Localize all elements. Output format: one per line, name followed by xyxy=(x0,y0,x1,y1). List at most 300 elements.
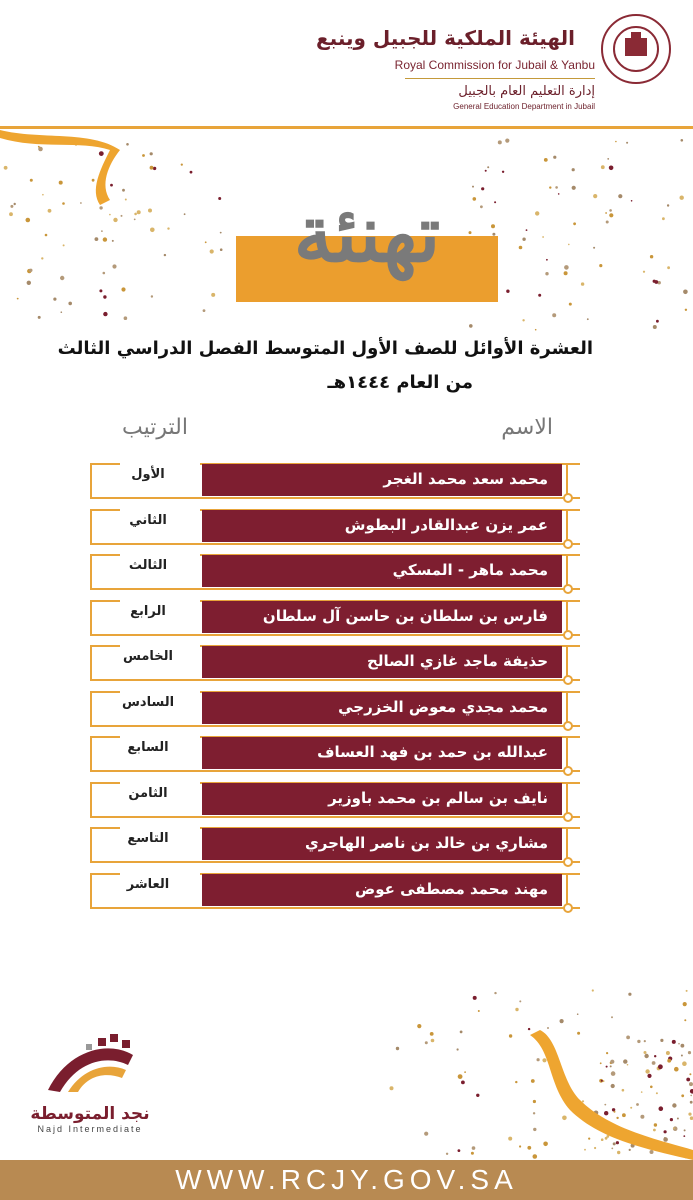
confetti-dot xyxy=(572,168,575,171)
row-frame xyxy=(90,770,580,772)
student-name: محمد ماهر - المسكي xyxy=(202,555,562,587)
confetti-dot xyxy=(606,1052,608,1054)
confetti-dot xyxy=(99,289,102,292)
confetti-dot xyxy=(673,1126,678,1131)
row-frame xyxy=(90,736,120,738)
confetti-dot xyxy=(678,1043,680,1045)
confetti-dot xyxy=(577,1032,580,1035)
confetti-dot xyxy=(686,990,688,992)
student-name: مشاري بن خالد بن ناصر الهاجري xyxy=(202,828,562,860)
student-name: فارس بن سلطان بن حاسن آل سلطان xyxy=(202,601,562,633)
confetti-dot xyxy=(515,1081,517,1083)
confetti-dot xyxy=(601,165,605,169)
confetti-dot xyxy=(478,1010,480,1012)
confetti-dot xyxy=(627,1064,629,1066)
confetti-dot xyxy=(134,219,136,221)
confetti-dot xyxy=(685,1156,687,1158)
student-row xyxy=(90,600,580,642)
confetti-dot xyxy=(682,1061,687,1066)
confetti-dot xyxy=(218,197,221,200)
confetti-dot xyxy=(547,1027,549,1029)
confetti-dot xyxy=(473,996,477,1000)
school-name-ar: نجد المتوسطة xyxy=(30,1104,150,1124)
confetti-dot xyxy=(126,143,129,146)
confetti-dot xyxy=(649,1140,651,1142)
row-frame xyxy=(90,554,92,588)
confetti-dot xyxy=(112,148,114,150)
confetti-dot xyxy=(681,139,684,142)
confetti-dot xyxy=(653,280,656,283)
confetti-dot xyxy=(533,1128,536,1131)
confetti-dot xyxy=(606,221,609,224)
confetti-dot xyxy=(498,140,502,144)
confetti-dot xyxy=(112,264,116,268)
confetti-dot xyxy=(640,1115,644,1119)
confetti-dot xyxy=(581,282,584,285)
confetti-dot xyxy=(686,1078,690,1082)
confetti-dot xyxy=(134,213,137,216)
confetti-dot xyxy=(552,313,556,317)
dept-name-en: General Education Department in Jubail xyxy=(453,102,595,111)
student-name: نايف بن سالم بن محمد باوزير xyxy=(202,783,562,815)
row-frame xyxy=(566,736,568,770)
confetti-dot xyxy=(652,1061,656,1065)
confetti-dot xyxy=(38,146,40,148)
confetti-dot xyxy=(446,1153,448,1155)
confetti-dot xyxy=(584,1149,586,1151)
confetti-dot xyxy=(542,1058,546,1062)
confetti-dot xyxy=(626,1036,630,1040)
confetti-dot xyxy=(142,154,145,157)
row-dot xyxy=(563,857,573,867)
confetti-dot xyxy=(664,1130,667,1133)
student-rank: التاسع xyxy=(127,831,169,846)
confetti-dot xyxy=(29,269,32,272)
confetti-dot xyxy=(658,281,661,284)
confetti-dot xyxy=(600,1062,602,1064)
confetti-dot xyxy=(663,1137,668,1142)
student-name: محمد سعد محمد الغجر xyxy=(202,464,562,496)
row-frame xyxy=(90,827,92,861)
confetti-dot xyxy=(616,1117,618,1119)
confetti-dot xyxy=(643,271,645,273)
row-dot xyxy=(563,630,573,640)
confetti-dot xyxy=(611,1084,615,1088)
confetti-dot xyxy=(544,158,548,162)
confetti-dot xyxy=(543,1142,548,1147)
row-frame xyxy=(566,827,568,861)
row-dot xyxy=(563,675,573,685)
congrats-calligraphy: تهنئة xyxy=(293,189,441,280)
confetti-dot xyxy=(681,1094,684,1097)
student-row xyxy=(90,509,580,551)
confetti-dot xyxy=(125,199,127,201)
confetti-dot xyxy=(611,1148,613,1150)
confetti-dot xyxy=(122,189,125,192)
confetti-dot xyxy=(667,204,669,206)
row-dot xyxy=(563,903,573,913)
confetti-dot xyxy=(522,238,525,241)
confetti-dot xyxy=(203,309,206,312)
confetti-dot xyxy=(662,217,665,220)
confetti-dot xyxy=(531,1079,535,1083)
confetti-dot xyxy=(103,272,106,275)
confetti-dot xyxy=(660,1039,663,1042)
confetti-dot xyxy=(535,329,537,331)
website-url-link[interactable]: WWW.RCJY.GOV.SA xyxy=(175,1164,518,1195)
student-name: عمر يزن عبدالقادر البطوش xyxy=(202,510,562,542)
confetti-dot xyxy=(654,1055,656,1057)
student-row xyxy=(90,645,580,687)
confetti-dot xyxy=(555,186,558,189)
row-frame xyxy=(90,873,120,875)
confetti-dot xyxy=(610,1060,614,1064)
row-frame xyxy=(90,588,580,590)
confetti-dot xyxy=(99,151,104,156)
confetti-dot xyxy=(556,1076,560,1080)
confetti-dot xyxy=(653,325,657,329)
confetti-dot xyxy=(431,1039,435,1043)
confetti-dot xyxy=(458,1074,463,1079)
confetti-dot xyxy=(424,1132,428,1136)
confetti-dot xyxy=(609,209,612,212)
row-frame xyxy=(90,679,580,681)
confetti-dot xyxy=(683,290,688,295)
confetti-dot xyxy=(644,1054,648,1058)
student-row xyxy=(90,782,580,824)
confetti-dot xyxy=(629,1149,631,1151)
header-gold-line xyxy=(0,126,693,129)
confetti-dot xyxy=(690,1101,693,1104)
confetti-dot xyxy=(63,244,65,246)
row-frame xyxy=(566,645,568,679)
confetti-dot xyxy=(601,1138,604,1141)
confetti-dot xyxy=(220,248,223,251)
confetti-dot xyxy=(656,320,659,323)
confetti-dot xyxy=(609,166,614,171)
confetti-dot xyxy=(667,266,670,269)
confetti-dot xyxy=(502,171,504,173)
confetti-dot xyxy=(667,1059,671,1063)
student-rank: العاشر xyxy=(126,876,170,892)
confetti-dot xyxy=(650,1150,654,1154)
student-name: محمد مجدي معوض الخزرجي xyxy=(202,692,562,724)
row-frame xyxy=(90,736,92,770)
student-name: عبدالله بن حمد بن فهد العساف xyxy=(202,737,562,769)
confetti-dot xyxy=(494,992,496,994)
row-frame xyxy=(566,509,568,543)
confetti-dot xyxy=(45,234,48,237)
row-frame xyxy=(90,691,92,725)
student-rank: السابع xyxy=(127,740,169,755)
confetti-dot xyxy=(647,1074,651,1078)
confetti-dot xyxy=(558,193,560,195)
confetti-dot xyxy=(610,1065,612,1067)
confetti-dot xyxy=(614,1111,616,1113)
confetti-dot xyxy=(42,194,44,196)
confetti-dot xyxy=(605,1137,608,1140)
confetti-dot xyxy=(631,200,633,202)
confetti-dot xyxy=(659,1106,664,1111)
confetti-dot xyxy=(672,1040,676,1044)
confetti-dot xyxy=(27,281,31,285)
confetti-dot xyxy=(30,179,33,182)
confetti-dot xyxy=(622,1089,625,1092)
row-frame xyxy=(90,861,580,863)
confetti-dot xyxy=(622,1130,624,1132)
confetti-dot xyxy=(59,181,63,185)
confetti-dot xyxy=(582,1100,584,1102)
confetti-dot xyxy=(41,257,43,259)
confetti-dot xyxy=(101,230,103,232)
confetti-dot xyxy=(618,194,622,198)
confetti-dot xyxy=(506,290,509,293)
confetti-dot xyxy=(458,1149,461,1152)
confetti-dot xyxy=(560,1019,564,1023)
row-frame xyxy=(90,691,120,693)
confetti-dot xyxy=(103,295,106,298)
row-frame xyxy=(90,497,580,499)
student-rank: الثامن xyxy=(128,785,168,801)
row-frame xyxy=(90,645,120,647)
confetti-dot xyxy=(95,237,99,241)
confetti-dot xyxy=(508,1137,512,1141)
kingdom-seal-logo xyxy=(601,14,671,84)
confetti-dot xyxy=(533,1100,536,1103)
confetti-dot xyxy=(396,1047,399,1050)
confetti-dot xyxy=(603,1080,605,1082)
row-dot xyxy=(563,539,573,549)
confetti-dot xyxy=(594,1147,596,1149)
confetti-dot xyxy=(637,1040,640,1043)
row-frame xyxy=(90,509,120,511)
confetti-dot xyxy=(80,202,82,204)
confetti-dot xyxy=(425,1041,428,1044)
confetti-dot xyxy=(646,1139,650,1143)
list-subtitle: من العام ١٤٤٤هـ xyxy=(327,372,473,393)
row-dot xyxy=(563,493,573,503)
confetti-dot xyxy=(53,298,56,301)
confetti-dot xyxy=(605,212,607,214)
confetti-dot xyxy=(14,203,16,205)
confetti-dot xyxy=(654,1123,657,1126)
confetti-dot xyxy=(181,164,183,166)
confetti-dot xyxy=(606,1066,608,1068)
confetti-dot xyxy=(616,1141,619,1144)
confetti-dot xyxy=(622,1113,626,1117)
confetti-dot xyxy=(644,1040,646,1042)
confetti-dot xyxy=(148,209,152,213)
confetti-dot xyxy=(112,240,114,242)
row-frame xyxy=(90,509,92,543)
confetti-dot xyxy=(472,1146,476,1150)
confetti-dot xyxy=(644,1051,647,1054)
student-rank: الخامس xyxy=(122,649,173,664)
confetti-dot xyxy=(99,206,102,209)
confetti-dot xyxy=(10,205,13,208)
confetti-dot xyxy=(650,255,653,258)
row-frame xyxy=(90,873,92,907)
confetti-dot xyxy=(113,218,117,222)
confetti-dot xyxy=(681,1055,683,1057)
list-title: العشرة الأوائل للصف الأول المتوسط الفصل الدراسي الثالث xyxy=(57,338,593,359)
confetti-dot xyxy=(535,211,539,215)
confetti-dot xyxy=(604,1104,606,1106)
header-divider xyxy=(405,78,595,79)
confetti-dot xyxy=(645,1069,649,1073)
confetti-dot xyxy=(38,316,41,319)
confetti-dot xyxy=(417,1024,421,1028)
confetti-dot xyxy=(460,1031,463,1034)
row-frame xyxy=(566,873,568,907)
confetti-dot xyxy=(150,152,153,155)
row-dot xyxy=(563,584,573,594)
confetti-dot xyxy=(681,1044,685,1048)
confetti-dot xyxy=(562,1116,567,1121)
row-frame xyxy=(90,554,120,556)
student-name: مهند محمد مصطفى عوض xyxy=(202,874,562,906)
confetti-dot xyxy=(549,186,551,188)
confetti-dot xyxy=(641,1091,643,1093)
confetti-dot xyxy=(593,194,597,198)
confetti-dot xyxy=(631,1144,635,1148)
confetti-dot xyxy=(464,1071,466,1073)
row-frame xyxy=(90,827,120,829)
confetti-dot xyxy=(121,287,125,291)
row-frame xyxy=(90,600,120,602)
confetti-dot xyxy=(150,166,154,170)
confetti-dot xyxy=(668,1057,672,1061)
student-rank: الرابع xyxy=(130,603,166,619)
confetti-dot xyxy=(623,1135,627,1139)
confetti-dot xyxy=(673,1127,675,1129)
ribbon-bottom-right xyxy=(530,1030,693,1160)
confetti-dot xyxy=(569,303,572,306)
confetti-dot xyxy=(684,1129,686,1131)
confetti-dot xyxy=(672,1103,676,1107)
confetti-dot xyxy=(75,144,77,146)
confetti-dot xyxy=(124,316,128,320)
confetti-dot xyxy=(606,1135,609,1138)
student-rank: السادس xyxy=(121,694,175,710)
confetti-dot xyxy=(150,228,155,233)
row-frame xyxy=(90,463,92,497)
confetti-dot xyxy=(167,227,169,229)
confetti-dot xyxy=(654,280,658,284)
row-frame xyxy=(90,725,580,727)
row-frame xyxy=(566,600,568,634)
student-row xyxy=(90,873,580,915)
confetti-dot xyxy=(684,1019,686,1021)
student-row xyxy=(90,736,580,778)
confetti-dot xyxy=(683,1002,687,1006)
confetti-dot xyxy=(564,265,569,270)
confetti-dot xyxy=(220,232,222,234)
confetti-dot xyxy=(611,1016,613,1018)
confetti-dot xyxy=(430,1032,434,1036)
row-frame xyxy=(566,554,568,588)
student-rank: الثالث xyxy=(128,558,168,573)
confetti-dot xyxy=(537,1058,540,1061)
confetti-dot xyxy=(628,993,631,996)
confetti-dot xyxy=(626,142,628,144)
confetti-dot xyxy=(151,295,153,297)
confetti-dot xyxy=(527,1146,531,1150)
confetti-dot xyxy=(685,309,687,311)
row-frame xyxy=(566,782,568,816)
confetti-dot xyxy=(27,269,31,273)
confetti-dot xyxy=(617,1151,620,1154)
confetti-dot xyxy=(526,229,528,231)
confetti-dot xyxy=(604,1111,608,1115)
confetti-dot xyxy=(592,989,594,991)
school-name-en: Najd Intermediate xyxy=(37,1124,143,1134)
confetti-dot xyxy=(487,166,489,168)
confetti-dot xyxy=(515,1008,518,1011)
confetti-dot xyxy=(689,1082,693,1086)
confetti-dot xyxy=(26,218,31,223)
confetti-dot xyxy=(461,1081,465,1085)
confetti-dot xyxy=(210,249,214,253)
org-name-en: Royal Commission for Jubail & Yanbu xyxy=(394,58,595,72)
ribbon-top-left xyxy=(0,130,120,205)
confetti-dot xyxy=(653,1129,656,1132)
confetti-dot xyxy=(519,1145,521,1147)
column-header-name: الاسم xyxy=(501,415,553,440)
row-dot xyxy=(563,766,573,776)
confetti-dot xyxy=(650,1086,653,1089)
confetti-dot xyxy=(38,147,43,152)
row-frame xyxy=(90,782,120,784)
confetti-dot xyxy=(17,298,19,300)
confetti-dot xyxy=(593,247,595,249)
student-row xyxy=(90,691,580,733)
student-row xyxy=(90,554,580,596)
row-frame xyxy=(90,816,580,818)
school-logo xyxy=(38,1030,148,1100)
confetti-dot xyxy=(545,272,548,275)
confetti-dot xyxy=(612,1108,615,1111)
row-frame xyxy=(90,782,92,816)
confetti-dot xyxy=(137,210,141,214)
dept-name-ar: إدارة التعليم العام بالجبيل xyxy=(458,84,595,99)
confetti-dot xyxy=(184,213,186,215)
confetti-dot xyxy=(519,1000,521,1002)
confetti-dot xyxy=(577,1013,579,1015)
confetti-dot xyxy=(683,1135,685,1137)
confetti-dot xyxy=(153,167,156,170)
row-frame xyxy=(90,645,92,679)
confetti-dot xyxy=(528,1028,530,1030)
confetti-dot xyxy=(688,1051,691,1054)
confetti-dot xyxy=(666,1051,670,1055)
confetti-dot xyxy=(573,222,576,225)
confetti-dot xyxy=(533,1112,535,1114)
org-name-ar: الهيئة الملكية للجبيل وينبع xyxy=(316,26,575,50)
confetti-dot xyxy=(611,1071,616,1076)
confetti-dot xyxy=(680,196,684,200)
confetti-dot xyxy=(572,186,576,190)
confetti-dot xyxy=(538,294,541,297)
confetti-dot xyxy=(48,209,52,213)
confetti-dot xyxy=(588,1138,590,1140)
confetti-dot xyxy=(211,293,215,297)
confetti-dot xyxy=(61,311,63,313)
student-rank: الثاني xyxy=(129,512,167,528)
student-name: حذيفة ماجد غازي الصالح xyxy=(202,646,562,678)
confetti-dot xyxy=(533,1154,538,1159)
confetti-dot xyxy=(469,324,473,328)
